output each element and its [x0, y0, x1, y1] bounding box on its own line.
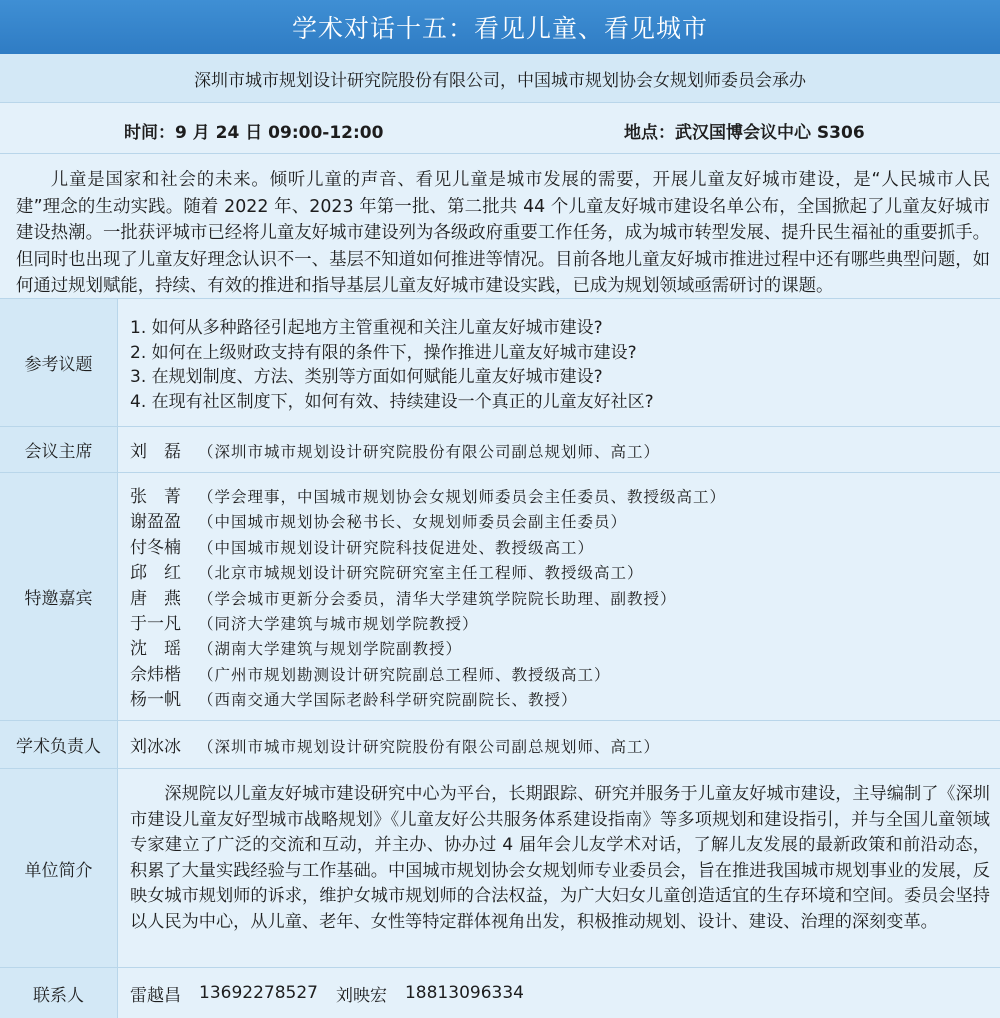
guest-desc: （学会理事，中国城市规划协会女规划师委员会主任委员、教授级高工） [198, 488, 727, 506]
topic-item: 2. 如何在上级财政支持有限的条件下，操作推进儿童友好城市建设? [130, 342, 637, 363]
guests-list [118, 473, 1000, 720]
guest-item [130, 536, 1000, 561]
guest-item [130, 663, 1000, 688]
contact-name-1: 雷越昌 [130, 985, 181, 1006]
guest-name: 唐 燕 [130, 588, 181, 609]
time-place-row [0, 103, 1000, 154]
guests-label: 特邀嘉宾 [0, 473, 118, 720]
lead-desc: （深圳市城市规划设计研究院股份有限公司副总规划师、高工） [198, 738, 661, 756]
guest-item [130, 561, 1000, 586]
page-title: 学术对话十五：看见儿童、看见城市 [0, 0, 1000, 54]
chair-content [118, 427, 1000, 472]
contact-label: 联系人 [0, 968, 118, 1018]
guest-desc: （湖南大学建筑与规划学院副教授） [198, 640, 463, 659]
meeting-time: 时间：9 月 24 日 09:00-12:00 [124, 123, 384, 143]
chair-name: 刘 磊 [130, 442, 181, 462]
topics-label: 参考议题 [0, 299, 118, 426]
lead-content [118, 721, 1000, 768]
chair-row [0, 427, 1000, 473]
contact-name-2: 刘映宏 [335, 985, 387, 1006]
chair-label: 会议主席 [0, 427, 118, 472]
guest-item [130, 587, 1000, 612]
guest-item [130, 637, 1000, 662]
guest-desc: （同济大学建筑与城市规划学院教授） [198, 615, 479, 634]
topic-item: 1. 如何从多种路径引起地方主管重视和关注儿童友好城市建设? [130, 318, 603, 338]
chair-desc: （深圳市城市规划设计研究院股份有限公司副总规划师、高工） [198, 443, 661, 461]
meeting-place: 地点：武汉国博会议中心 S306 [624, 123, 865, 143]
contact-row [0, 968, 1000, 1018]
unit-text: 深规院以儿童友好城市建设研究中心为平台，长期跟踪、研究并服务于儿童友好城市建设，主导编制了《深圳市建设儿童友好型城市战略规划》《儿童友好公共服务体系建设指南》等多项规划和建设指引，并与全国儿童领域专家建立了广泛的交流和互动，并主办、协办过 4 届年会儿友学术对话，了解儿友发展的最新政策和前沿动态，积累了大量实践经验与工作基础。中国城市规划协会女规划师专业委员会，旨在推进我国城市规划事业的发展，反映女城市规划师的诉求，维护女城市规划师的合法权益，为广大妇女儿童创造适宜的生存环境和空间。委员会坚持以人民为中心，从儿童、老年、女性等特定群体视角出发，积极推动规划、设计、建设、治理的深刻变革。 [118, 769, 1000, 967]
guest-desc: （中国城市规划设计研究院科技促进处、教授级高工） [198, 538, 595, 557]
guest-desc: （北京市城规划设计研究院研究室主任工程师、教授级高工） [198, 564, 644, 583]
guest-name: 张 菁 [130, 487, 181, 507]
topics-row [0, 299, 1000, 427]
contact-phone-2[interactable]: 18813096334 [404, 983, 524, 1003]
guest-name: 谢盈盈 [130, 512, 181, 533]
guest-item [130, 485, 1000, 510]
guest-item [130, 688, 1000, 713]
organizer-line: 深圳市城市规划设计研究院股份有限公司，中国城市规划协会女规划师委员会承办 [0, 54, 1000, 103]
guest-item [130, 612, 1000, 637]
guest-name: 杨一帆 [130, 690, 181, 711]
topics-list [118, 299, 1000, 426]
intro-paragraph: 儿童是国家和社会的未来。倾听儿童的声音、看见儿童是城市发展的需要，开展儿童友好城市建设，是“人民城市人民建”理念的生动实践。随着 2022 年、2023 年第一批、第二批共 44 个儿童友好城市建设名单公布，全国掀起了儿童友好城市建设热潮。一批获评城市已经将儿童友好城市建设列为各级政府重要工作任务，成为城市转型发展、提升民生福祉的重要抓手。但同时也出现了儿童友好理念认识不一、基层不知道如何推进等情况。目前各地儿童友好城市推进过程中还有哪些典型问题，如何通过规划赋能，持续、有效的推进和指导基层儿童友好城市建设实践，已成为规划领域亟需研讨的课题。 [0, 154, 1000, 299]
guest-name: 佘炜楷 [130, 664, 181, 685]
lead-row [0, 721, 1000, 769]
guest-name: 于一凡 [130, 614, 181, 635]
guest-desc: （学会城市更新分会委员，清华大学建筑学院院长助理、副教授） [198, 589, 677, 608]
contact-content [118, 968, 1000, 1018]
guest-desc: （广州市规划勘测设计研究院副总工程师、教授级高工） [198, 665, 611, 684]
guests-row [0, 473, 1000, 721]
topic-item: 4. 在现有社区制度下，如何有效、持续建设一个真正的儿童友好社区? [130, 391, 654, 412]
topic-item: 3. 在规划制度、方法、类别等方面如何赋能儿童友好城市建设? [130, 367, 603, 388]
guest-item [130, 510, 1000, 535]
unit-row [0, 769, 1000, 968]
contact-phone-1[interactable]: 13692278527 [199, 983, 318, 1003]
unit-label: 单位简介 [0, 769, 118, 967]
lead-label: 学术负责人 [0, 721, 118, 768]
guest-name: 付冬楠 [130, 537, 181, 558]
guest-name: 沈 瑶 [130, 639, 181, 660]
guest-desc: （西南交通大学国际老龄科学研究院副院长、教授） [198, 691, 578, 710]
guest-desc: （中国城市规划协会秘书长、女规划师委员会副主任委员） [198, 513, 628, 532]
lead-name: 刘冰冰 [130, 737, 181, 757]
guest-name: 邱 红 [130, 563, 181, 584]
